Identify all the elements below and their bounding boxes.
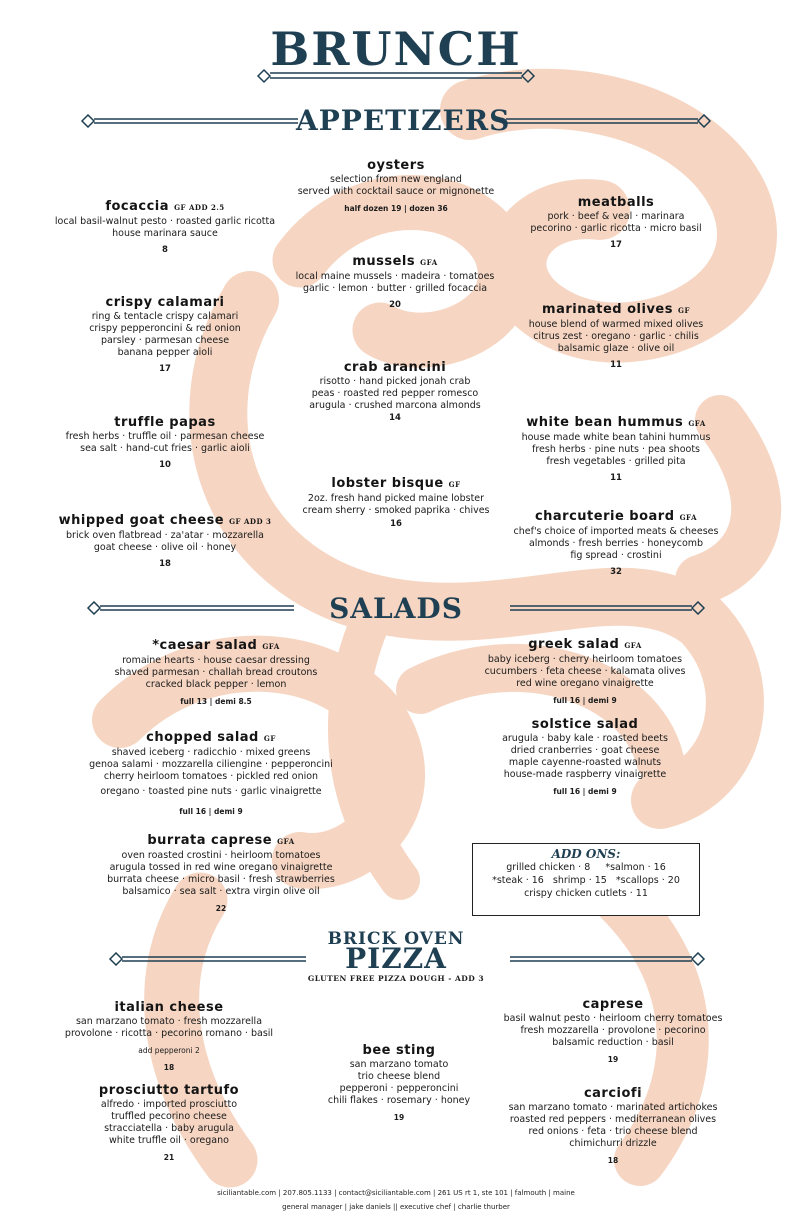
add-ons-line: grilled chicken · 8 *salmon · 16 [506, 862, 666, 873]
salads-heading: SALADS [329, 592, 463, 625]
menu-item-mussels: mussels GFA local maine mussels · madeira · tomatoes garlic · lemon · butter · grilled focaccia 20 [295, 254, 495, 310]
menu-item-truffle-papas: truffle papas fresh herbs · truffle oil · parmesan cheese sea salt · hand-cut fries · garlic aioli 10 [65, 415, 265, 470]
menu-item-italian-cheese: italian cheese san marzano tomato · fresh mozzarella provolone · ricotta · pecorino romano · basil add pepperoni 2 18 [64, 1000, 274, 1072]
page-title: BRUNCH [270, 22, 522, 76]
menu-item-marinated-olives: marinated olives GF house blend of warmed mixed olives citrus zest · oregano · garlic · chilis balsamic glaze · olive oil 11 [528, 302, 704, 370]
appetizers-right-ornament [504, 114, 714, 128]
add-ons-box [472, 843, 700, 916]
menu-item-solstice-salad: solstice salad arugula · baby kale · roasted beets dried cranberries · goat cheese maple cayenne-roasted walnuts house-made raspberry vinaigrette full 16 | demi 9 [502, 717, 668, 796]
pizza-left-ornament [108, 952, 308, 966]
footer-staff-line: general manager | jake daniels || executive chef | charlie thurber [282, 1203, 510, 1211]
menu-item-meatballs: meatballs pork · beef & veal · marinara pecorino · garlic ricotta · micro basil 17 [530, 195, 702, 250]
menu-item-charcuterie-board: charcuterie board GFA chef's choice of imported meats & cheeses almonds · fresh berries · honeycomb fig spread · crostini 32 [513, 509, 719, 577]
salads-right-ornament [508, 601, 708, 615]
pizza-heading-line2: PIZZA [345, 942, 447, 975]
pizza-gluten-free-note: GLUTEN FREE PIZZA DOUGH - ADD 3 [307, 974, 485, 983]
menu-item-oysters: oysters selection from new england served with cocktail sauce or mignonette half dozen 19 | dozen 36 [297, 158, 495, 213]
add-ons-line: crispy chicken cutlets · 11 [524, 888, 648, 899]
menu-item-carciofi: carciofi san marzano tomato · marinated artichokes roasted red peppers · mediterranean olives red onions · feta · trio cheese blend chimichurri drizzle 18 [508, 1086, 718, 1165]
menu-item-crab-arancini: crab arancini risotto · hand picked jonah crab peas · roasted red pepper romesco arugula · crushed marcona almonds 14 [309, 360, 481, 423]
pizza-heading-line1: BRICK OVEN [327, 929, 465, 949]
appetizers-left-ornament [80, 114, 300, 128]
menu-item-greek-salad: greek salad GFA baby iceberg · cherry heirloom tomatoes cucumbers · feta cheese · kalamata olives red wine oregano vinaigrette full 16 | demi 9 [484, 637, 686, 705]
menu-item-focaccia: focaccia GF ADD 2.5 local basil-walnut pesto · roasted garlic ricotta house marinara sauce 8 [54, 199, 276, 255]
footer-contact-line: siciliantable.com | 207.805.1133 | contact@siciliantable.com | 261 US rt 1, ste 101 | falmouth | maine [217, 1189, 575, 1197]
menu-item-prosciutto-tartufo: prosciutto tartufo alfredo · imported prosciutto truffled pecorino cheese stracciatella · baby arugula white truffle oil · oregano 21 [98, 1083, 240, 1162]
menu-item-crispy-calamari: crispy calamari ring & tentacle crispy calamari crispy pepperoncini & red onion parsley · parmesan cheese banana pepper aioli 17 [89, 295, 241, 374]
appetizers-heading: APPETIZERS [296, 104, 511, 137]
menu-item-burrata-caprese: burrata caprese GFA oven roasted crostini · heirloom tomatoes arugula tossed in red wine oregano vinaigrette burrata cheese · micro basil · fresh strawberries balsamico · sea salt · extra virgin olive oil 22 [107, 833, 335, 913]
menu-item-bee-sting: bee sting san marzano tomato trio cheese blend pepperoni · pepperoncini chili flakes · rosemary · honey 19 [327, 1043, 471, 1122]
title-underline-ornament [256, 68, 536, 84]
pizza-right-ornament [508, 952, 708, 966]
salads-left-ornament [86, 601, 296, 615]
add-ons-line: *steak · 16 shrimp · 15 *scallops · 20 [492, 875, 680, 886]
menu-item-caprese-pizza: caprese basil walnut pesto · heirloom cherry tomatoes fresh mozzarella · provolone · pecorino balsamic reduction · basil 19 [503, 997, 723, 1064]
menu-item-whipped-goat-cheese: whipped goat cheese GF ADD 3 brick oven flatbread · za'atar · mozzarella goat cheese · olive oil · honey 18 [58, 513, 272, 569]
add-ons-title: ADD ONS: [551, 847, 621, 861]
menu-item-white-bean-hummus: white bean hummus GFA house made white bean tahini hummus fresh herbs · pine nuts · pea shoots fresh vegetables · grilled pita 11 [521, 415, 711, 483]
menu-item-caesar-salad: *caesar salad GFA romaine hearts · house caesar dressing shaved parmesan · challah bread croutons cracked black pepper · lemon full 13 | demi 8.5 [114, 638, 318, 706]
menu-item-chopped-salad: chopped salad GF shaved iceberg · radicchio · mixed greens genoa salami · mozzarella ciliengine · pepperoncini cherry heirloom tomatoes · pickled red onion oregano · toasted pine nuts · garlic vinaigrette full 16 | demi 9 [89, 730, 333, 816]
menu-item-lobster-bisque: lobster bisque GF 2oz. fresh hand picked maine lobster cream sherry · smoked paprika · chives 16 [302, 476, 490, 529]
